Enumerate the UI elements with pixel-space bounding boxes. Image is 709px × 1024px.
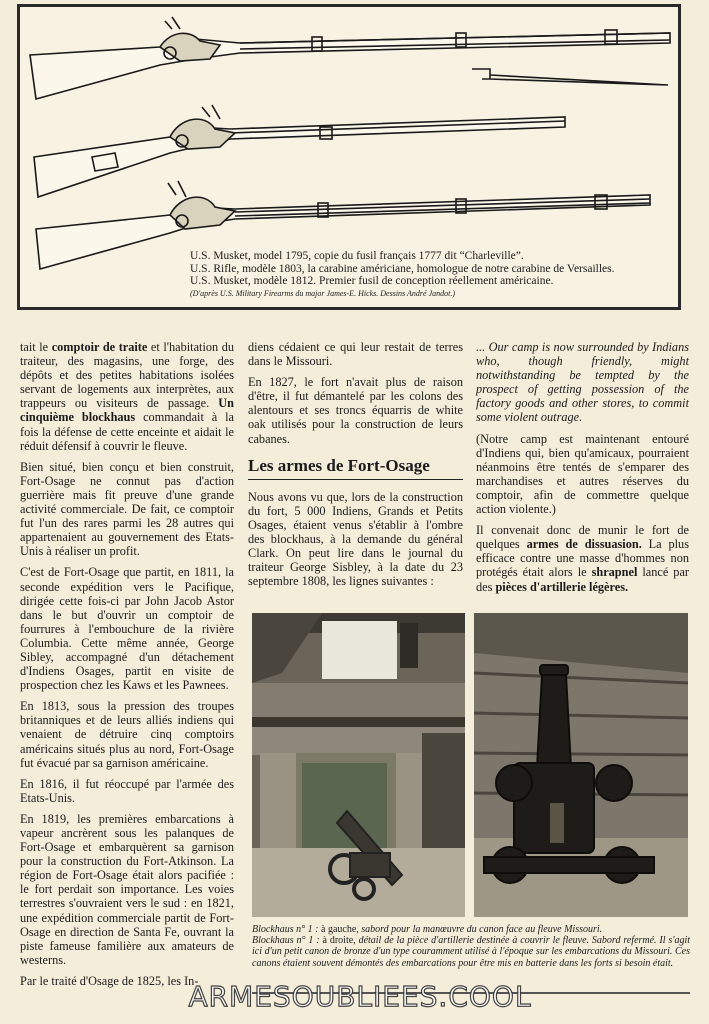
text-run: tait le: [20, 340, 52, 354]
paragraph: [20, 340, 234, 453]
paragraph: Nous avons vu que, lors de la construction du fort, 5 000 Indiens, Grands et Petits Osages, étaient venus s'établir à l'ombre des blockhaus, à la demande du général Clark. On peut lire dans le journal du traiteur George Sisbley, à la date du 23 septembre 1808, les lignes suivantes :: [248, 489, 463, 589]
text-run: n° 1 :: [296, 924, 321, 935]
section-heading: Les armes de Fort-Osage: [248, 456, 463, 480]
paragraph: Par le traité d'Osage de 1825, les In-: [20, 973, 199, 988]
text-run: Blockhaus: [252, 924, 297, 935]
text-run: Il convenait donc de munir le fort de quelques: [476, 523, 689, 552]
bold-term: shrapnel: [591, 565, 638, 580]
watermark: ARMESOUBLIEES.COOL: [188, 980, 532, 1013]
photo-blockhaus-gunport: [252, 613, 465, 917]
text-column-3: [476, 340, 689, 601]
paragraph: En 1813, sous la pression des troupes britanniques et de leurs alliés indiens qui venaient de détruire cinq comptoirs américains situés plus au nord, Fort-Osage fut évacué par sa garnison américaine.: [20, 699, 234, 770]
figure-caption: [190, 250, 670, 300]
text-run: n° 1 :: [296, 935, 323, 947]
photo-bronze-cannon: [474, 613, 688, 917]
text-run: détail de la pièce d'artillerie destinée à couvrir le fleuve. Sabord refermé. Il s'agit ici d'un petit canon de bronze d'un type couramment utilisé à l'époque sur les embarcations du Missouri. Ces canons étaient souvent démontés des embarcations pour être mis en batterie dans les forts si besoin était.: [252, 935, 691, 969]
caption-line-1: U.S. Musket, model 1795, copie du fusil français 1777 dit “Charleville”.: [190, 250, 524, 262]
text-run: La plus efficace contre une masse d'hommes non protégés était alors le: [476, 537, 689, 580]
cannon-photo: [474, 613, 688, 917]
paragraph: Bien situé, bien conçu et bien construit, Fort-Osage ne connut pas d'action guerrière mais fit preuve d'une grande activité commerciale. De fait, ce comptoir fut l'un des rares parmi les 28 autres qui appartenaient au gouvernement des Etats-Unis à réaliser un profit.: [20, 459, 234, 559]
caption-line-3: U.S. Musket, modèle 1812. Premier fusil de conception réellement américaine.: [190, 275, 554, 287]
musket-illustration: [17, 4, 681, 310]
text-run: sabord pour la manœuvre du canon face au fleuve Missouri.: [361, 924, 603, 935]
figure-credit: (D'après U.S. Military Firearms du major James-E. Hicks. Dessins André Jandot.): [190, 288, 456, 298]
caption-line-2: U.S. Rifle, modèle 1803, la carabine américiane, homologue de notre carabine de Versailles.: [190, 262, 615, 275]
quote-translation: (Notre camp est maintenant entouré d'Indiens qui, bien qu'amicaux, pourraient néanmoins être tentés de s'emparer des marchandises et autres réserves du comptoir, afin de commettre quelque action violente.): [476, 431, 689, 517]
english-quote: ... Our camp is now surrounded by Indians who, though friendly, might notwithstanding be tempted by the prospect of getting possession of the factory goods and other stores, to commit some violent outrage.: [476, 340, 689, 425]
paragraph: diens cédaient ce qui leur restait de terres dans le Missouri.: [248, 340, 463, 369]
paragraph: [476, 523, 689, 593]
paragraph: En 1827, le fort n'avait plus de raison d'être, il fut démantelé par les colons des alentours et ses troncs équarris de white oak utilisés pour la construction de leurs cabanes.: [248, 375, 463, 446]
text-column-1: [20, 340, 234, 995]
paragraph: En 1816, il fut réoccupé par l'armée des Etats-Unis.: [20, 776, 234, 805]
text-run: à droite,: [322, 935, 359, 947]
caption-right: [252, 935, 690, 969]
text-run: à gauche,: [321, 924, 362, 935]
bold-term: armes de dissuasion.: [526, 537, 642, 552]
gunport-photo: [252, 613, 465, 917]
bold-term: comptoir de traite: [51, 340, 148, 354]
photo-caption: [252, 924, 690, 969]
text-run: Blockhaus: [252, 935, 297, 947]
caption-left: [252, 924, 690, 935]
paragraph: En 1819, les premières embarcations à vapeur ancrèrent sous les palanques de Fort-Osage et embarquèrent sa garnison pour la construction du Fort-Atkinson. La région de Fort-Osage était alors pacifiée : le fort perdait son importance. Les voies terrestres s'ouvraient vers le sud : en 1821, une expédition commerciale partit de Fort-Osage en direction de Santa Fe, ouvrant la piste fameuse familière aux amateurs de westerns.: [20, 811, 234, 967]
text-column-2: [248, 340, 463, 595]
paragraph: C'est de Fort-Osage que partit, en 1811, la seconde expédition vers le Pacifique, dirigée cette fois-ci par John Jacob Astor dans le but d'ouvrir un comptoir de fourrures à l'embouchure de la rivière Columbia. Cette même année, George Sibley, accompagné d'un détachement d'Indiens Osages, partit en visite de prospection chez les Kaws et les Pawnees.: [20, 565, 234, 693]
text-run: lancé par des: [476, 565, 689, 594]
bold-term: pièces d'artillerie légères.: [495, 579, 629, 594]
text-run: commandait à la fois la défense de cette enceinte et aidait le réduit défensif à couvrir le fleuve.: [20, 410, 234, 453]
bold-term: Un cinquième blockhaus: [20, 396, 234, 425]
text-run: et l'habitation du traiteur, des magasins, une forge, des dépôts et des petites habitations isolées servant de logements aux interprètes, aux trappeurs ou visiteurs de passage.: [20, 340, 235, 411]
